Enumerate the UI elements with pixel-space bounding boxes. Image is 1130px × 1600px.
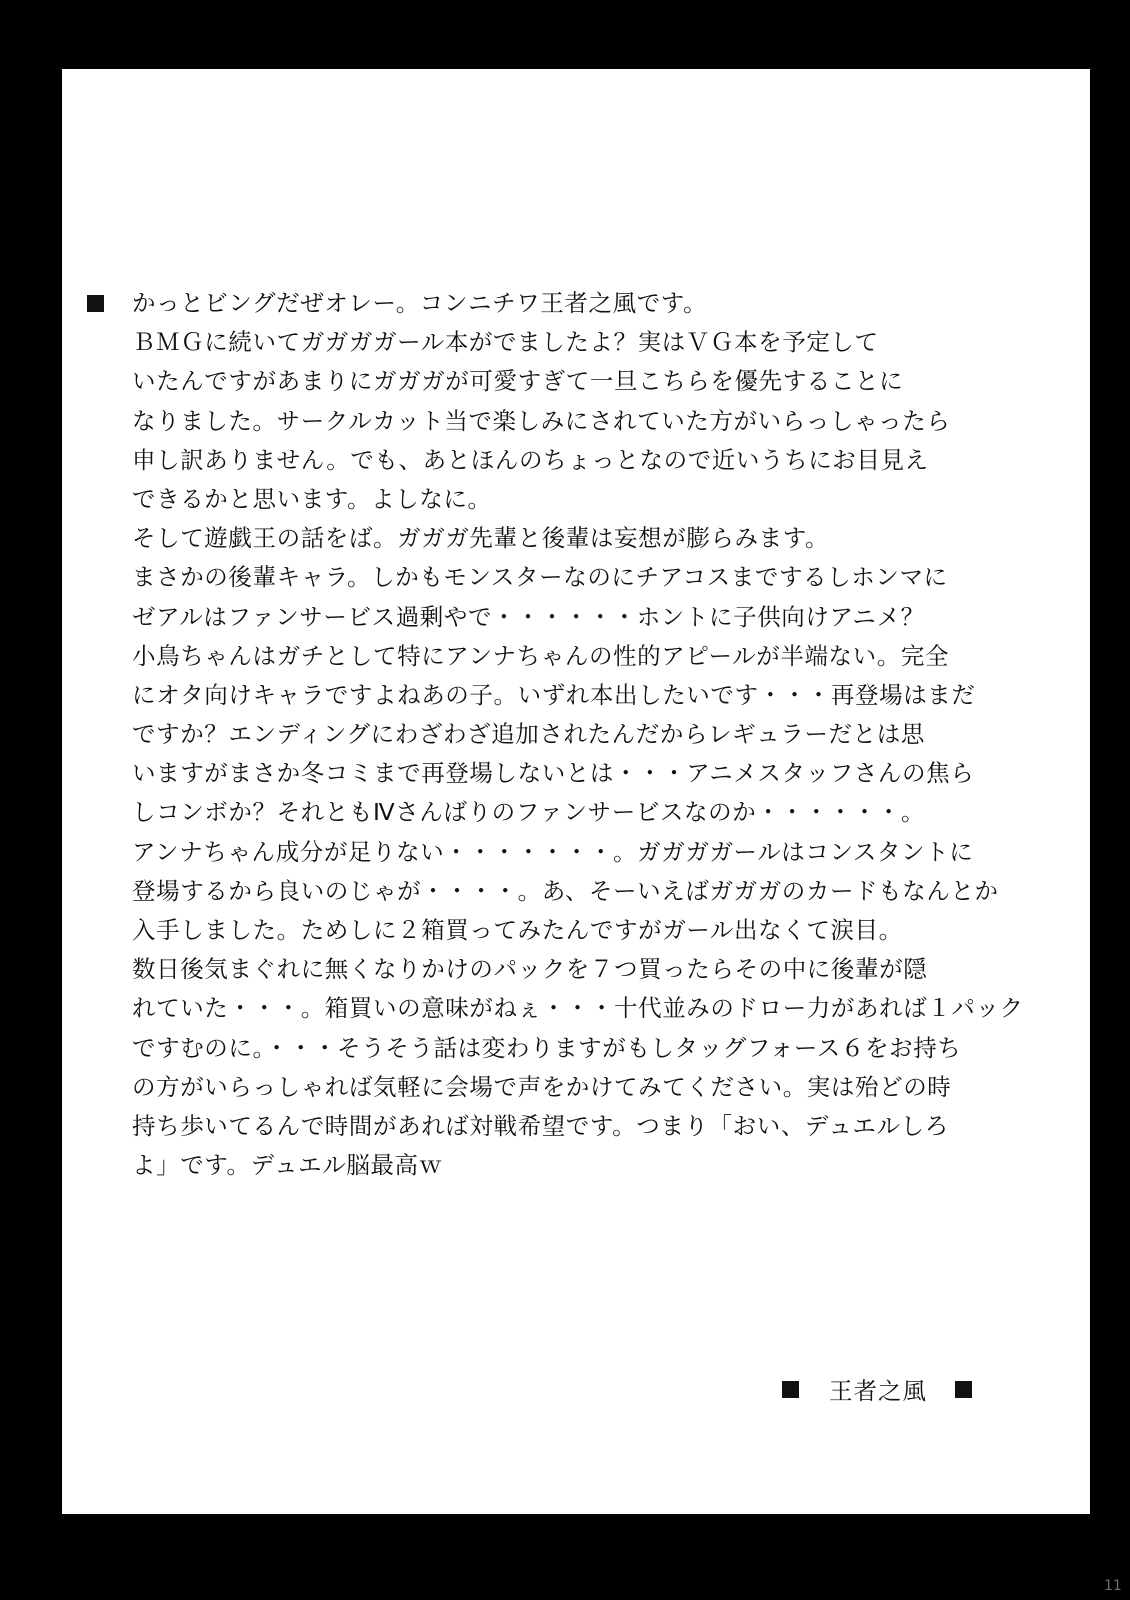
text-line: 数日後気まぐれに無くなりかけのパックを７つ買ったらその中に後輩が隠	[132, 955, 928, 984]
text-line: ＢＭＧに続いてガガガガール本がでましたよ？実はＶＧ本を予定して	[132, 328, 879, 357]
lead-square-bullet	[87, 295, 104, 312]
text-line: できるかと思います。よしなに。	[132, 484, 492, 513]
author-signature	[782, 1371, 972, 1407]
text-line: れていた・・・。箱買いの意味がねぇ・・・十代並みのドロー力があれば１パック	[132, 994, 1024, 1023]
text-line: 持ち歩いてるんで時間があれば対戦希望です。つまり「おい、デュエルしろ	[132, 1111, 949, 1140]
text-line: の方がいらっしゃれば気軽に会場で声をかけてみてください。実は殆どの時	[132, 1072, 952, 1101]
text-line: よ」です。デュエル脳最高ｗ	[132, 1151, 443, 1180]
text-line: しコンボか？それともⅣさんばりのファンサービスなのか・・・・・・。	[132, 798, 926, 827]
text-line: いますがまさか冬コミまで再登場しないとは・・・アニメスタッフさんの焦ら	[132, 759, 975, 788]
text-line: 申し訳ありません。でも、あとほんのちょっとなので近いうちにお目見え	[132, 445, 929, 474]
signature-left-square	[782, 1381, 799, 1398]
text-line: かっとビングだぜオレー。コンニチワ王者之風です。	[132, 289, 708, 317]
text-line: 登場するから良いのじゃが・・・・。あ、そーいえばガガガのカードもなんとか	[132, 876, 999, 905]
afterword-text	[132, 284, 1032, 1185]
text-line: ですむのに。・・・そうそう話は変わりますがもしタッグフォース６をお持ち	[132, 1033, 962, 1062]
page-number: 11	[1104, 1578, 1122, 1594]
text-line: いたんですがあまりにガガガが可愛すぎて一旦こちらを優先することに	[132, 367, 904, 396]
text-line: 入手しました。ためしに２箱買ってみたんですがガール出なくて涙目。	[132, 916, 903, 944]
signature-right-square	[955, 1381, 972, 1398]
text-line: 小鳥ちゃんはガチとして特にアンナちゃんの性的アピールが半端ない。完全	[132, 641, 950, 670]
page-sheet	[62, 69, 1090, 1514]
text-line: ゼアルはファンサービス過剰やで・・・・・・ホントに子供向けアニメ？	[132, 602, 925, 631]
text-line: ですか？エンディングにわざわざ追加されたんだからレギュラーだとは思	[132, 720, 925, 749]
text-line: まさかの後輩キャラ。しかもモンスターなのにチアコスまでするしホンマに	[132, 563, 948, 592]
text-line: にオタ向けキャラですよねあの子。いずれ本出したいです・・・再登場はまだ	[132, 680, 976, 709]
text-line: アンナちゃん成分が足りない・・・・・・・。ガガガガールはコンスタントに	[132, 837, 974, 866]
author-name: 王者之風	[829, 1377, 927, 1405]
text-line: なりました。サークルカット当で楽しみにされていた方がいらっしゃったら	[132, 406, 951, 435]
text-line: そして遊戯王の話をば。ガガガ先輩と後輩は妄想が膨らみます。	[132, 524, 830, 553]
